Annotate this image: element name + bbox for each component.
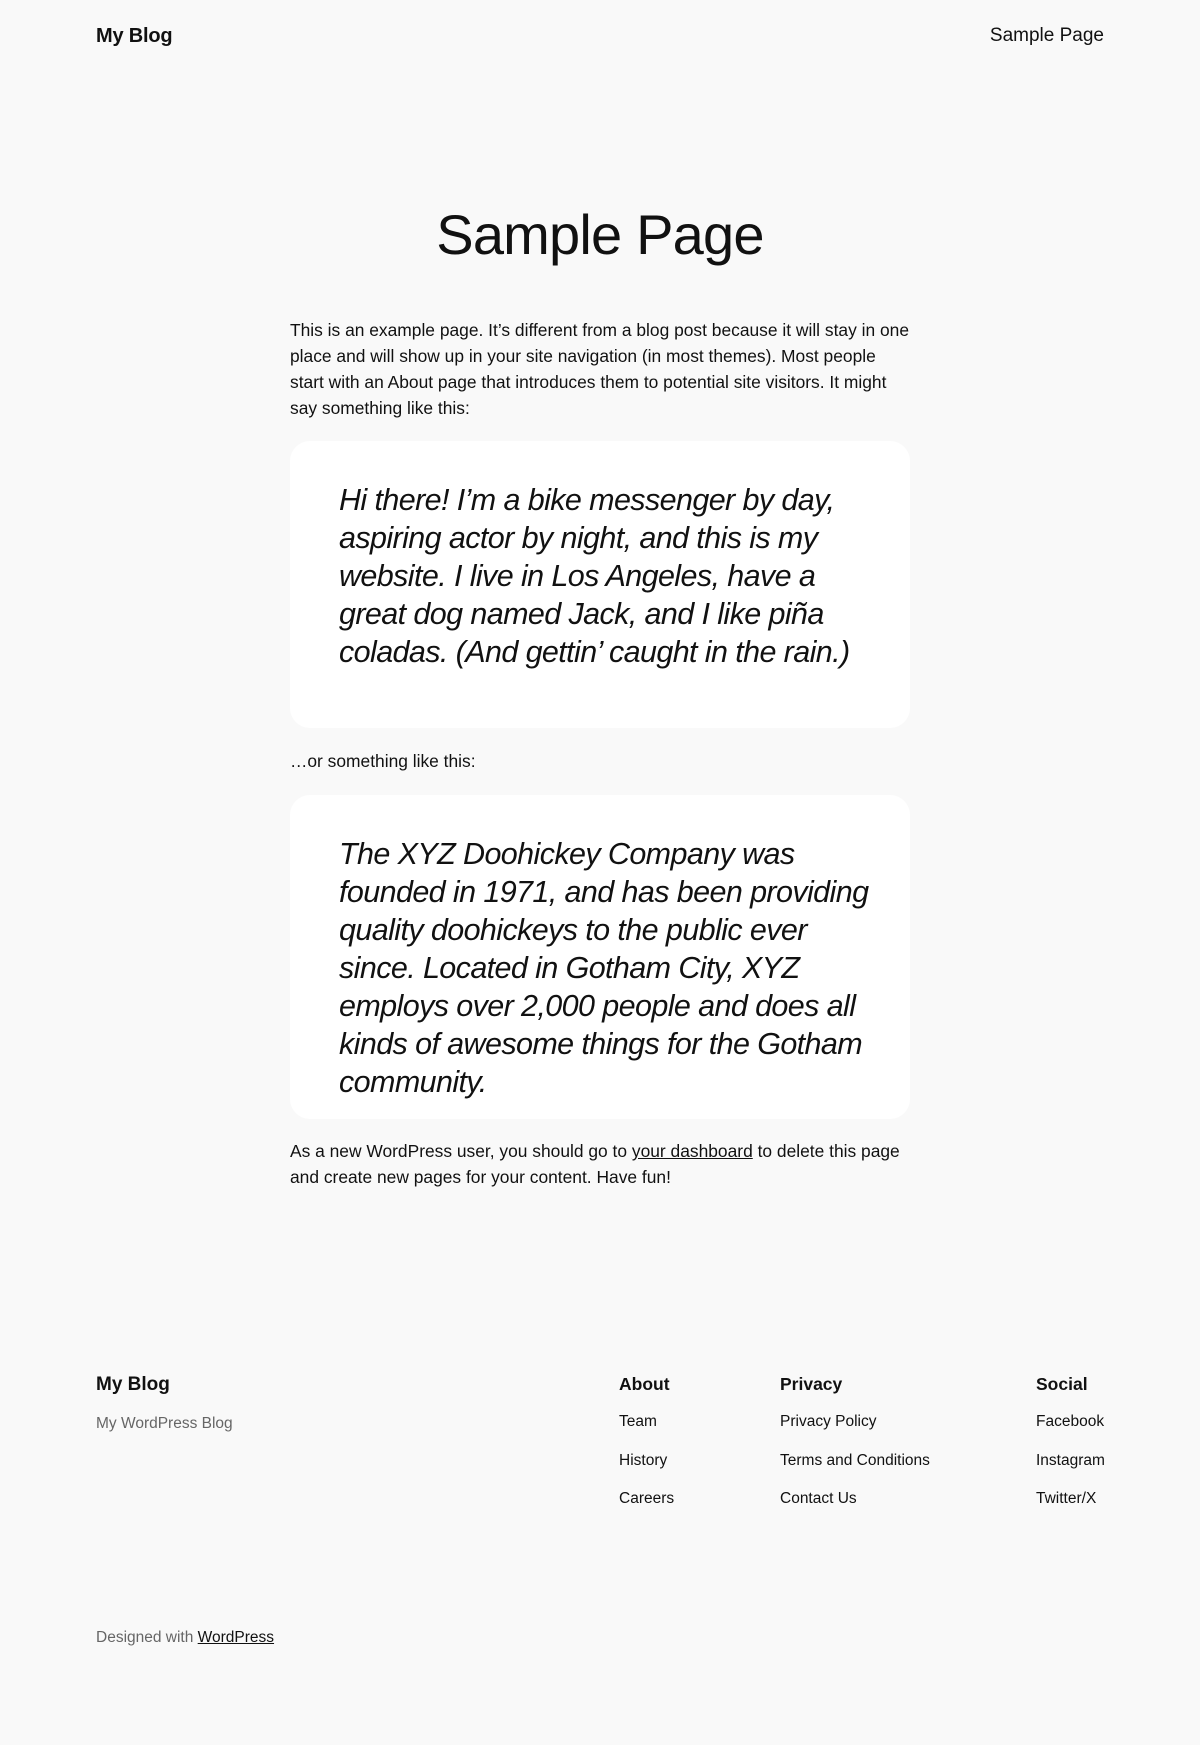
outro-paragraph (290, 1138, 910, 1190)
middle-paragraph: …or something like this: (290, 751, 476, 771)
quote-bike-messenger (290, 441, 910, 728)
footer-column-about (619, 1373, 674, 1528)
page-content (290, 317, 910, 1190)
site-header (96, 20, 1104, 52)
footer-heading-privacy: Privacy (780, 1374, 843, 1394)
footer-link-team[interactable]: Team (619, 1413, 657, 1430)
footer-link-careers[interactable]: Careers (619, 1490, 675, 1507)
footer-brand (96, 1374, 233, 1433)
footer-credits (96, 1629, 274, 1647)
quote-text: Hi there! I’m a bike messenger by day, aspiring actor by night, and this is my website. I live in Los Angeles, have a great dog named Jack, and I like piña coladas. (And gettin’ caught in the rain.) (339, 483, 850, 669)
footer-tagline: My WordPress Blog (96, 1415, 233, 1432)
footer-column-privacy (780, 1373, 930, 1528)
footer-column-social (1036, 1373, 1105, 1528)
intro-paragraph: This is an example page. It’s different from a blog post because it will stay in one place and will show up in your site navigation (in most themes). Most people start with an About page that introduces them to potential site visitors. It might say something like this: (290, 320, 909, 418)
footer-link-facebook[interactable]: Facebook (1036, 1413, 1105, 1430)
credits-text: Designed with (96, 1629, 198, 1646)
footer-link-instagram[interactable]: Instagram (1036, 1451, 1105, 1469)
footer-link-history[interactable]: History (619, 1451, 668, 1469)
nav-item-sample-page[interactable]: Sample Page (989, 25, 1104, 46)
outro-text-before: As a new WordPress user, you should go to (290, 1141, 632, 1161)
quote-xyz-company (290, 795, 910, 1119)
footer-site-title-link[interactable]: My Blog (96, 1374, 170, 1395)
quote-text: The XYZ Doohickey Company was founded in 1971, and has been providing quality doohickeys to the public ever since. Located in Gotham City, XYZ employs over 2,000 people and does all kinds of awesome things for the Gotham community. (339, 837, 869, 1099)
footer-heading-about: About (619, 1374, 670, 1394)
footer-link-twitter[interactable]: Twitter/X (1036, 1490, 1097, 1507)
wordpress-link[interactable]: WordPress (197, 1629, 275, 1646)
footer-link-terms[interactable]: Terms and Conditions (780, 1451, 930, 1469)
footer-link-privacy-policy[interactable]: Privacy Policy (780, 1413, 877, 1430)
footer-link-contact[interactable]: Contact Us (780, 1490, 857, 1507)
footer-heading-social: Social (1036, 1374, 1088, 1394)
primary-nav (990, 25, 1104, 47)
outro-text-after: to delete this page and create new pages for your content. Have fun! (290, 1141, 900, 1187)
site-title-link[interactable]: My Blog (96, 24, 173, 47)
page-title: Sample Page (436, 203, 764, 266)
dashboard-link[interactable]: your dashboard (631, 1141, 753, 1161)
